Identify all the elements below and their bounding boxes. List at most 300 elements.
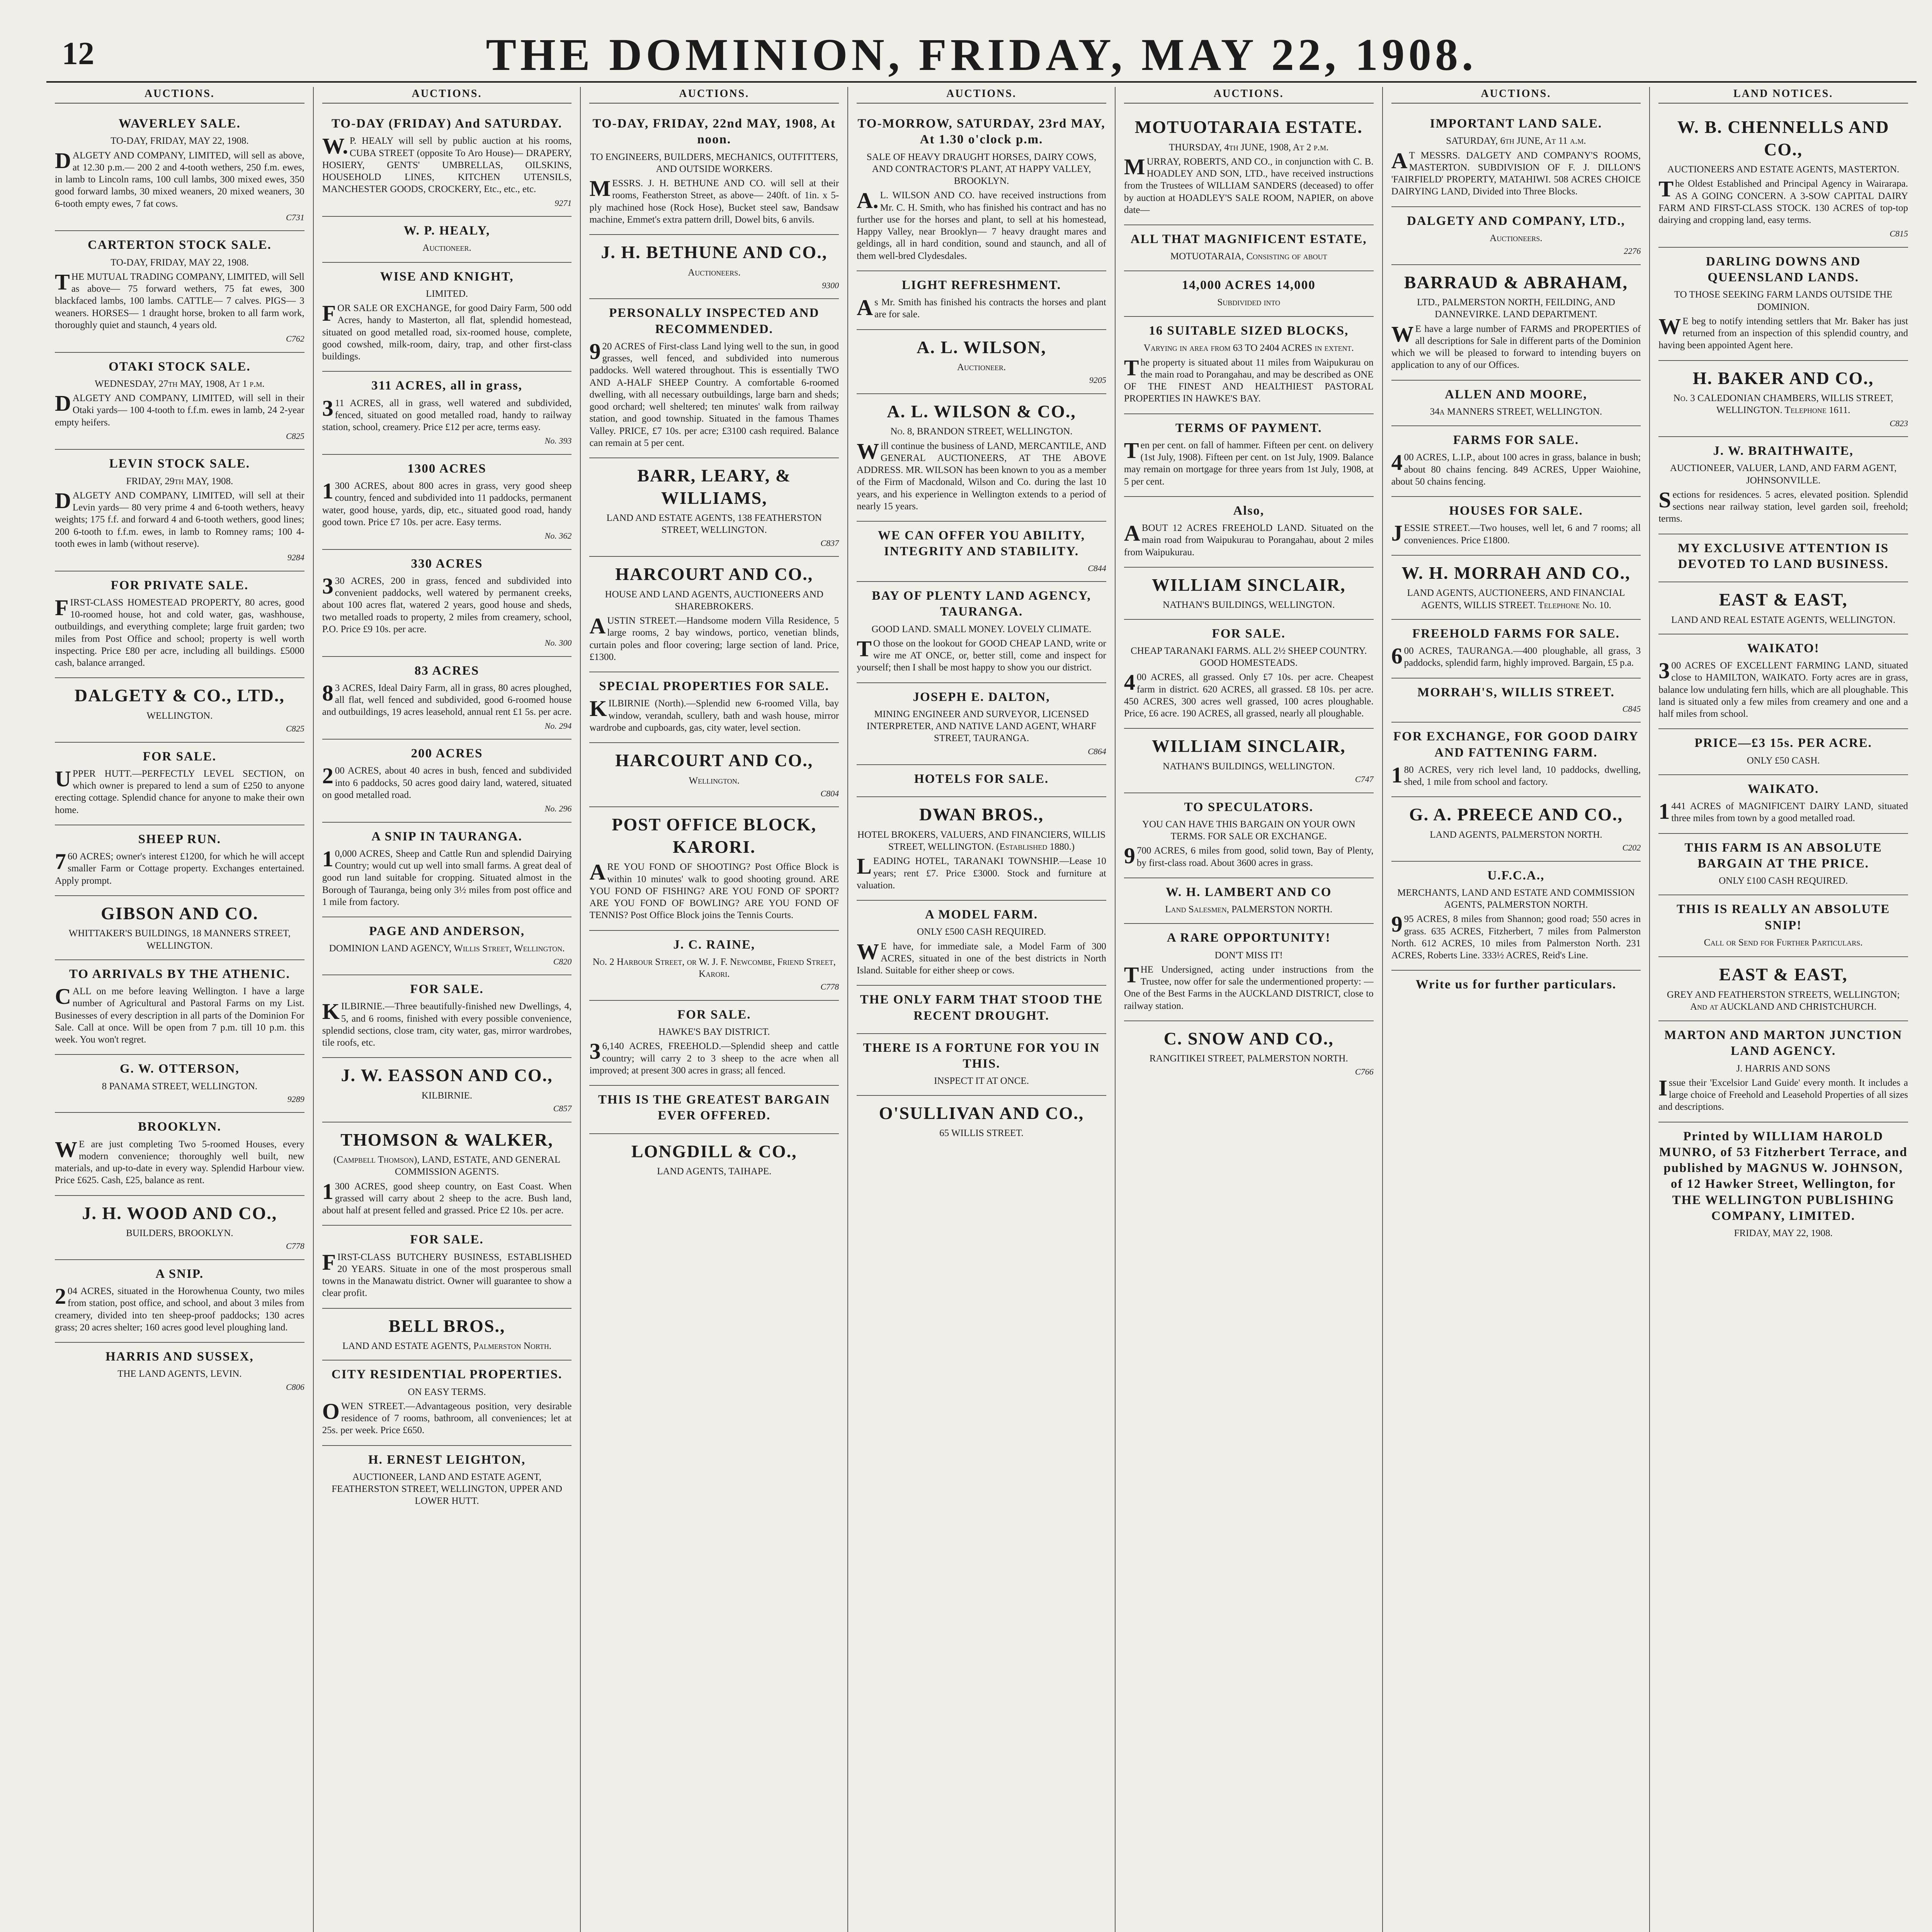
- advertisement: [55, 825, 304, 896]
- ad-reference: C778: [286, 1241, 304, 1251]
- ad-heading: EAST & EAST,: [1719, 964, 1848, 984]
- ad-reference: C825: [286, 724, 304, 733]
- advertisement: [1658, 895, 1908, 957]
- column-section-head: AUCTIONS.: [589, 87, 839, 104]
- ad-body: 920 ACRES of First-class Land lying well to the sun, in good grasses, well fenced, and subdivided into numerous paddocks. Well watered throughout. This is essentially TWO AND A-HALF SHEEP Country. A comfortable 6-roomed dwelling, with all necessary outbuildings, large barn and sheds; good orchard; well sheltered; ten minutes' walk from railway station, and good township. Situated in the famous Thames Valley. PRICE, £7 10s. per acre; £3100 cash required. Balance can remain at 5 per cent.: [589, 338, 839, 448]
- ad-subheading: BUILDERS, BROOKLYN.: [126, 1228, 233, 1238]
- ad-subheading: FRIDAY, 29th MAY, 1908.: [126, 476, 233, 486]
- ad-body: The property is situated about 11 miles from Waipukurau on the main road to Porangahau, and may be described as ONE OF THE FINEST AND HEALTHIEST PASTORAL PROPERTIES IN HAWKE'S BAY.: [1124, 355, 1374, 404]
- advertisement: [1658, 957, 1908, 1021]
- ad-heading: W. H. LAMBERT AND CO: [1166, 885, 1332, 899]
- ad-subheading: 65 WILLIS STREET.: [939, 1128, 1024, 1138]
- ad-heading: ALL THAT MAGNIFICENT ESTATE,: [1130, 232, 1367, 246]
- ad-body: 300 ACRES OF EXCELLENT FARMING LAND, situated close to HAMILTON, WAIKATO. Forty acres are in grass, balance low undulating fern hills, which are all ploughable. This land is situated only a few miles from creamery and one and a half miles from school.: [1658, 658, 1908, 719]
- ad-heading: Printed by WILLIAM HAROLD MUNRO, of 53 Fitzherbert Terrace, and published by MAGNUS W. JOHNSON, of 12 Hawker Street, Wellington, for THE WELLINGTON PUBLISHING COMPANY, LIMITED.: [1659, 1129, 1908, 1223]
- ad-body: 400 ACRES, all grassed. Only £7 10s. per acre. Cheapest farm in district. 620 ACRES, all grassed. £8 10s. per acre. 450 ACRES, 300 acres well grassed, 100 acres ploughable. Price, £6 acre. 190 ACRES, all grassed, nearly all ploughable.: [1124, 670, 1374, 719]
- ad-heading: THE ONLY FARM THAT STOOD THE RECENT DROUGHT.: [860, 993, 1103, 1023]
- ad-subheading: LTD., PALMERSTON NORTH, FEILDING, AND DANNEVIRKE. LAND DEPARTMENT.: [1417, 297, 1615, 320]
- advertisement: [1124, 271, 1374, 317]
- ad-heading: DALGETY AND COMPANY, LTD.,: [1407, 214, 1625, 228]
- ad-body: 204 ACRES, situated in the Horowhenua County, two miles from station, post office, and school, and about 3 miles from creamery, divided into ten sheep-proof paddocks; 130 acres grass; 20 acres shelter; 160 acres good level ploughing land.: [55, 1284, 304, 1333]
- column-6: [1382, 87, 1650, 1932]
- advertisement: [322, 975, 572, 1058]
- ad-reference: C837: [820, 538, 839, 548]
- column-7: [1649, 87, 1917, 1932]
- ad-reference: C202: [1622, 843, 1641, 852]
- ad-heading: CITY RESIDENTIAL PROPERTIES.: [331, 1367, 563, 1382]
- ad-heading: FOR PRIVATE SALE.: [111, 578, 249, 592]
- ad-heading: FOR SALE.: [677, 1007, 751, 1022]
- ad-heading: PERSONALLY INSPECTED AND RECOMMENDED.: [609, 306, 820, 336]
- ad-reference: C825: [286, 431, 304, 441]
- ad-body: UPPER HUTT.—PERFECTLY LEVEL SECTION, on which owner is prepared to lend a sum of £250 to anyone erecting cottage. Splendid chance for anyone to make their own home.: [55, 766, 304, 815]
- ad-heading: TO-DAY, FRIDAY, 22nd MAY, 1908, At noon.: [592, 117, 836, 147]
- ad-reference: 9300: [822, 280, 839, 290]
- ad-subheading: WHITTAKER'S BUILDINGS, 18 MANNERS STREET, WELLINGTON.: [68, 928, 291, 951]
- advertisement: [322, 823, 572, 918]
- advertisement: [55, 231, 304, 352]
- advertisement: [589, 235, 839, 299]
- ad-subheading: WELLINGTON.: [146, 710, 213, 721]
- ad-subheading: THE LAND AGENTS, LEVIN.: [117, 1369, 242, 1379]
- ad-heading: OTAKI STOCK SALE.: [109, 359, 251, 374]
- ad-subheading: 34a MANNERS STREET, WELLINGTON.: [1430, 406, 1602, 417]
- ad-heading: 83 ACRES: [414, 663, 480, 678]
- ad-heading: WILLIAM SINCLAIR,: [1151, 575, 1346, 595]
- ad-heading: A RARE OPPORTUNITY!: [1167, 931, 1331, 945]
- advertisement: [1391, 426, 1641, 497]
- ad-subheading: CHEAP TARANAKI FARMS. ALL 2½ SHEEP COUNTRY. GOOD HOMESTEADS.: [1131, 645, 1367, 668]
- ad-heading: Also,: [1233, 503, 1265, 518]
- ad-subheading: Auctioneer.: [422, 243, 471, 253]
- ad-subheading: HOTEL BROKERS, VALUERS, AND FINANCIERS, WILLIS STREET, WELLINGTON. (Established 1880.): [857, 829, 1106, 852]
- ad-heading: TERMS OF PAYMENT.: [1175, 421, 1322, 435]
- advertisement: [55, 1260, 304, 1343]
- ad-body: 311 ACRES, all in grass, well watered and subdivided, fenced, situated on good metalled road, handy to railway station, school, creamery. Price £12 per acre, terms easy.: [322, 395, 572, 432]
- ad-heading: FOR SALE.: [410, 1233, 484, 1247]
- ad-subheading: Wellington.: [689, 775, 740, 786]
- ad-heading: THIS FARM IS AN ABSOLUTE BARGAIN AT THE PRICE.: [1684, 840, 1882, 871]
- ad-heading: MARTON AND MARTON JUNCTION LAND AGENCY.: [1664, 1028, 1903, 1058]
- ad-heading: DALGETY & CO., LTD.,: [74, 685, 285, 706]
- advertisement: [322, 740, 572, 823]
- ad-subheading: LAND AGENTS, TAIHAPE.: [657, 1166, 772, 1177]
- advertisement: [1124, 568, 1374, 620]
- advertisement: [1391, 862, 1641, 971]
- ad-subheading: ONLY £50 CASH.: [1747, 755, 1820, 766]
- ad-heading: THIS IS THE GREATEST BARGAIN EVER OFFERED.: [598, 1093, 830, 1123]
- advertisement: [589, 672, 839, 743]
- advertisement: [322, 1309, 572, 1361]
- advertisement: [1391, 679, 1641, 723]
- ad-reference: C806: [286, 1382, 304, 1392]
- ad-reference: C823: [1889, 418, 1908, 428]
- advertisement: [857, 1096, 1106, 1147]
- ad-heading: WE CAN OFFER YOU ABILITY, INTEGRITY AND STABILITY.: [878, 529, 1085, 559]
- ad-subheading: HOUSE AND LAND AGENTS, AUCTIONEERS AND SHAREBROKERS.: [605, 589, 823, 612]
- ad-reference: No. 294: [544, 721, 572, 731]
- ad-reference: No. 362: [544, 531, 572, 541]
- advertisement: [857, 522, 1106, 582]
- ad-body: Sections for residences. 5 acres, elevated position. Splendid sections near railway station, level garden soil, freehold; terms.: [1658, 487, 1908, 524]
- advertisement: [1124, 620, 1374, 729]
- ad-subheading: NATHAN'S BUILDINGS, WELLINGTON.: [1163, 600, 1335, 611]
- ad-reference: 9205: [1089, 375, 1106, 385]
- ad-heading: FARMS FOR SALE.: [1453, 433, 1579, 447]
- advertisement: [1124, 110, 1374, 225]
- ad-heading: W. H. MORRAH AND CO.,: [1401, 563, 1631, 583]
- ad-body: ARE YOU FOND OF SHOOTING? Post Office Block is within 10 minutes' walk to good shooting ground. ARE YOU FOND OF FISHING? ARE YOU FOND OF SPORT? ARE YOU FOND OF BOWLING? ARE YOU FOND OF TENNIS? Post Office Block joins the Tennis Courts.: [589, 859, 839, 921]
- ad-subheading: LAND AGENTS, AUCTIONEERS, AND FINANCIAL AGENTS, WILLIS STREET. Telephone No. 10.: [1407, 588, 1625, 611]
- column-section-head: AUCTIONS.: [857, 87, 1106, 104]
- column-3: [580, 87, 847, 1932]
- ad-subheading: TO-DAY, FRIDAY, MAY 22, 1908.: [111, 257, 249, 268]
- ad-body: 10,000 ACRES, Sheep and Cattle Run and splendid Dairying Country; would cut up well into small farms. A great deal of good run land suitable for cropping. Situated almost in the Borough of Tauranga, being only 3½ miles from post office and 1 mile from factory.: [322, 846, 572, 907]
- ad-heading: MY EXCLUSIVE ATTENTION IS DEVOTED TO LAND BUSINESS.: [1678, 541, 1889, 571]
- advertisement: [857, 330, 1106, 394]
- ad-heading: WILLIAM SINCLAIR,: [1151, 736, 1346, 756]
- ad-heading: U.F.C.A.,: [1487, 868, 1545, 883]
- column-5: [1115, 87, 1382, 1932]
- advertisement: [1658, 110, 1908, 248]
- ad-body: 995 ACRES, 8 miles from Shannon; good road; 550 acres in grass. 635 ACRES, Fitzherbert, 7 miles from Palmerston North. 612 ACRES, 10 miles from Palmerston North. 231 ACRES, Roberts Line. 333½ ACRES, Reid's Line.: [1391, 912, 1641, 961]
- ad-heading: FOR SALE.: [410, 982, 484, 996]
- ad-body: WE have a large number of FARMS and PROPERTIES of all descriptions for Sale in different parts of the Dominion which we will be pleased to forward to intending buyers on application to any of our Offices.: [1391, 321, 1641, 371]
- advertisement: [1124, 924, 1374, 1021]
- ad-heading: THIS IS REALLY AN ABSOLUTE SNIP!: [1677, 902, 1890, 932]
- ad-body: FIRST-CLASS HOMESTEAD PROPERTY, 80 acres, good 10-roomed house, hot and cold water, gas, washhouse, outbuildings, and everything complete; large fruit garden; two miles from Post Office and school; property is well worth inspecting. Price £80 per acre, including all buildings. £5000 cash, balance arranged.: [55, 595, 304, 668]
- ad-subheading: 8 PANAMA STREET, WELLINGTON.: [102, 1081, 258, 1092]
- ad-heading: BARR, LEARY, & WILLIAMS,: [637, 466, 791, 508]
- ad-subheading: GREY AND FEATHERSTON STREETS, WELLINGTON; And at AUCKLAND AND CHRISTCHURCH.: [1667, 989, 1900, 1012]
- advertisement: [322, 110, 572, 217]
- advertisement: [55, 353, 304, 450]
- ad-heading: J. W. BRAITHWAITE,: [1713, 444, 1854, 458]
- ad-subheading: ON EASY TERMS.: [408, 1386, 486, 1397]
- ad-heading: A SNIP.: [155, 1267, 204, 1281]
- ad-heading: FOR SALE.: [143, 749, 217, 764]
- column-section-head: AUCTIONS.: [1124, 87, 1374, 104]
- ad-body: MURRAY, ROBERTS, AND CO., in conjunction with C. B. HOADLEY AND SON, LTD., have received instructions from the Trustees of WILLIAM SANDERS (deceased) to offer by auction at HOADLEY'S SALE ROOM, NAPIER, on above date—: [1124, 154, 1374, 215]
- ad-reference: C864: [1088, 746, 1106, 756]
- ad-reference: 2276: [1624, 246, 1641, 256]
- ad-heading: HARCOURT AND CO.,: [615, 750, 813, 770]
- ad-body: 400 ACRES, L.I.P., about 100 acres in grass, balance in bush; about 80 chains fencing. 849 ACRES, Upper Waiohine, about 50 chains fencing.: [1391, 450, 1641, 487]
- advertisement: [55, 571, 304, 679]
- ad-body: THE MUTUAL TRADING COMPANY, LIMITED, will Sell as above— 75 forward wethers, 75 fat ewes, 300 blackfaced lambs, 100 lambs. CATTLE— 7 calves. PIGS— 3 weaners. HORSES— 1 draught horse, broken to all farm work, thoroughly quiet and staunch, 4 years old.: [55, 269, 304, 330]
- advertisement: [1658, 248, 1908, 361]
- advertisement: [1658, 775, 1908, 834]
- ad-heading: J. H. WOOD AND CO.,: [82, 1203, 277, 1223]
- ad-heading: A SNIP IN TAURANGA.: [371, 829, 522, 844]
- ad-subheading: GOOD LAND. SMALL MONEY. LOVELY CLIMATE.: [871, 624, 1092, 634]
- ad-subheading: SALE OF HEAVY DRAUGHT HORSES, DAIRY COWS, AND CONTRACTOR'S PLANT, AT HAPPY VALLEY, BROOKLYN.: [866, 151, 1097, 186]
- ad-heading: WAIKATO.: [1747, 782, 1819, 796]
- advertisement: [1391, 265, 1641, 381]
- ad-subheading: LAND AGENTS, PALMERSTON NORTH.: [1430, 829, 1602, 840]
- advertisement: [1658, 361, 1908, 437]
- advertisement: [1658, 534, 1908, 583]
- advertisement: [589, 110, 839, 235]
- advertisement: [55, 450, 304, 571]
- ad-reference: C804: [820, 788, 839, 798]
- ad-heading: FOR SALE.: [1212, 626, 1286, 641]
- advertisement: [857, 765, 1106, 797]
- ad-heading: WAVERLEY SALE.: [118, 117, 241, 131]
- advertisement: [589, 1134, 839, 1185]
- ad-subheading: MOTUOTARAIA, Consisting of about: [1170, 251, 1327, 262]
- advertisement: [1391, 723, 1641, 797]
- ad-reference: No. 296: [544, 804, 572, 813]
- ad-body: 1441 ACRES of MAGNIFICENT DAIRY LAND, situated three miles from town by a good metalled road.: [1658, 799, 1908, 824]
- ad-body: As Mr. Smith has finished his contracts the horses and plant are for sale.: [857, 295, 1106, 320]
- ad-heading: W. B. CHENNELLS AND CO.,: [1677, 117, 1889, 159]
- ad-heading: HARRIS AND SUSSEX,: [105, 1350, 254, 1364]
- ad-body: OWEN STREET.—Advantageous position, very desirable residence of 7 rooms, bathroom, all conveniences; let at 25s. per week. Price £650.: [322, 1398, 572, 1436]
- advertisement: [1658, 1122, 1908, 1247]
- advertisement: [857, 110, 1106, 271]
- ad-reference: No. 300: [544, 638, 572, 648]
- advertisement: [589, 458, 839, 557]
- ad-heading: JOSEPH E. DALTON,: [913, 690, 1050, 704]
- advertisement: [1658, 582, 1908, 634]
- ad-heading: WAIKATO!: [1747, 641, 1820, 655]
- ad-body: DALGETY AND COMPANY, LIMITED, will sell at their Levin yards— 80 very prime 4 and 6-tooth wethers, heavy weights; 175 f.f. and forward 4 and 6-tooth wethers, good lines; 200 6-tooth to f.f.m. ewes, in lamb to Romney rams; 100 4-tooth ewes in lamb (without reserve).: [55, 488, 304, 549]
- ad-subheading: YOU CAN HAVE THIS BARGAIN ON YOUR OWN TERMS. FOR SALE OR EXCHANGE.: [1142, 819, 1355, 842]
- ad-body: WE have, for immediate sale, a Model Farm of 300 ACRES, situated in one of the best districts in North Island. Suitable for either sheep or cows.: [857, 939, 1106, 976]
- ad-reference: C747: [1355, 774, 1374, 784]
- ad-body: 9700 ACRES, 6 miles from good, solid town, Bay of Plenty, by first-class road. About 3600 acres in grass.: [1124, 843, 1374, 869]
- ad-body: Will continue the business of LAND, MERCANTILE, AND GENERAL AUCTIONEERS, AT THE ABOVE ADDRESS. MR. WILSON has been known to you as a member of the Firm of Macdonald, Wilson and Co. during the last 10 years, and his experience in Wellington extends to a period of nearly 15 years.: [857, 438, 1106, 512]
- advertisement: [1658, 1021, 1908, 1122]
- ad-heading: THOMSON & WALKER,: [340, 1129, 553, 1150]
- ad-heading: DARLING DOWNS AND QUEENSLAND LANDS.: [1706, 254, 1861, 284]
- advertisement: [857, 582, 1106, 683]
- ad-reference: 9271: [554, 198, 572, 208]
- ad-heading: 1300 ACRES: [407, 461, 486, 476]
- ad-body: 330 ACRES, 200 in grass, fenced and subdivided into convenient paddocks, well watered by permanent creeks, about 100 acres flat, watered 2 years, good house and sheds, two metalled roads to property, 2 miles from creamery, school, P.O. Price £9 10s. per acre.: [322, 573, 572, 634]
- ad-heading: Write us for further particulars.: [1415, 978, 1617, 992]
- ad-heading: 311 ACRES, all in grass,: [371, 379, 523, 393]
- ad-heading: FREEHOLD FARMS FOR SALE.: [1412, 626, 1620, 641]
- ad-heading: PRICE—£3 15s. PER ACRE.: [1694, 736, 1872, 750]
- ad-heading: C. SNOW AND CO.,: [1163, 1028, 1334, 1048]
- advertisement: [1391, 110, 1641, 207]
- ad-subheading: No. 3 CALEDONIAN CHAMBERS, WILLIS STREET, WELLINGTON. Telephone 1611.: [1673, 393, 1893, 416]
- ad-subheading: KILBIRNIE.: [421, 1090, 473, 1101]
- ad-heading: EAST & EAST,: [1719, 590, 1848, 609]
- ad-subheading: TO THOSE SEEKING FARM LANDS OUTSIDE THE DOMINION.: [1674, 289, 1893, 312]
- ad-subheading: ONLY £500 CASH REQUIRED.: [917, 927, 1046, 937]
- ad-subheading: Auctioneers.: [1490, 233, 1543, 243]
- ad-reference: C778: [820, 982, 839, 992]
- ad-heading: FOR EXCHANGE, FOR GOOD DAIRY AND FATTENING FARM.: [1393, 730, 1639, 760]
- ad-heading: J. C. RAINE,: [673, 937, 755, 952]
- advertisement: [589, 1001, 839, 1086]
- column-1: [46, 87, 313, 1932]
- advertisement: [55, 1113, 304, 1196]
- ad-subheading: J. HARRIS AND SONS: [1736, 1063, 1830, 1074]
- ad-subheading: THURSDAY, 4th JUNE, 1908, At 2 p.m.: [1169, 142, 1329, 153]
- ad-heading: TO-DAY (FRIDAY) And SATURDAY.: [332, 117, 563, 131]
- ad-body: CALL on me before leaving Wellington. I have a large number of Agricultural and Pastoral Farms on my List. Businesses of every description in all parts of the Dominion For Sale. Call at once. Will be open from 7 p.m. till 10 p.m. this week. You won't regret.: [55, 984, 304, 1045]
- advertisement: [322, 917, 572, 975]
- ad-heading: LONGDILL & CO.,: [631, 1141, 797, 1161]
- ad-body: TO those on the lookout for GOOD CHEAP LAND, write or wire me AT ONCE, or, better still, come and inspect for yourself; then I shall be most happy to show you our district.: [857, 636, 1106, 673]
- ad-subheading: TO-DAY, FRIDAY, MAY 22, 1908.: [111, 136, 249, 146]
- advertisement: [1391, 207, 1641, 265]
- ad-reference: C857: [553, 1104, 572, 1113]
- advertisement: [1391, 497, 1641, 556]
- advertisement: [1391, 797, 1641, 861]
- ad-heading: MOTUOTARAIA ESTATE.: [1134, 117, 1363, 137]
- ad-subheading: AUCTIONEER, VALUER, LAND, AND FARM AGENT, JOHNSONVILLE.: [1670, 463, 1897, 486]
- ad-heading: 16 SUITABLE SIZED BLOCKS,: [1149, 324, 1349, 338]
- ad-heading: ALLEN AND MOORE,: [1445, 387, 1587, 401]
- ad-heading: POST OFFICE BLOCK, KARORI.: [612, 815, 817, 857]
- advertisement: [55, 110, 304, 231]
- advertisement: [1124, 414, 1374, 497]
- advertisement: [857, 901, 1106, 986]
- ad-body: LEADING HOTEL, TARANAKI TOWNSHIP.—Lease 10 years; rent £7. Price £3000. Stock and furniture at valuation.: [857, 854, 1106, 891]
- ad-heading: 200 ACRES: [411, 747, 483, 760]
- advertisement: [857, 271, 1106, 330]
- ad-body: Issue their 'Excelsior Land Guide' every month. It includes a large choice of Freehold and Leasehold Properties of all sizes and descriptions.: [1658, 1075, 1908, 1112]
- ad-body: WE beg to notify intending settlers that Mr. Baker has just returned from an inspection of this splendid country, and having been appointed Agent here.: [1658, 313, 1908, 351]
- ad-subheading: AUCTIONEER, LAND AND ESTATE AGENT, FEATHERSTON STREET, WELLINGTON, UPPER AND LOWER HUTT.: [332, 1471, 562, 1507]
- advertisement: [589, 557, 839, 672]
- ad-subheading: Auctioneer.: [957, 362, 1006, 372]
- ad-heading: BELL BROS.,: [388, 1316, 505, 1336]
- ad-subheading: LIMITED.: [426, 288, 468, 299]
- ad-subheading: Call or Send for Further Particulars.: [1704, 937, 1863, 948]
- ad-heading: PAGE AND ANDERSON,: [369, 924, 525, 938]
- ad-subheading: FRIDAY, MAY 22, 1908.: [1734, 1228, 1833, 1238]
- advertisement: [55, 1343, 304, 1400]
- columns-area: [46, 87, 1917, 1932]
- ad-subheading: LAND AND REAL ESTATE AGENTS, WELLINGTON.: [1671, 614, 1896, 625]
- ad-body: FIRST-CLASS BUTCHERY BUSINESS, ESTABLISHED 20 YEARS. Situate in one of the most prosperous small towns in the Manawatu district. Owner will guarantee to show a clear profit.: [322, 1249, 572, 1299]
- ad-heading: CARTERTON STOCK SALE.: [87, 238, 272, 252]
- ad-subheading: RANGITIKEI STREET, PALMERSTON NORTH.: [1149, 1053, 1348, 1064]
- ad-subheading: Auctioneers.: [688, 267, 741, 278]
- ad-heading: H. BAKER AND CO.,: [1692, 368, 1874, 388]
- advertisement: [55, 678, 304, 742]
- advertisement: [322, 263, 572, 372]
- advertisement: [857, 1034, 1106, 1096]
- ad-heading: G. W. OTTERSON,: [120, 1062, 240, 1076]
- ad-subheading: TO ENGINEERS, BUILDERS, MECHANICS, OUTFITTERS, AND OUTSIDE WORKERS.: [590, 151, 838, 174]
- ad-subheading: Subdivided into: [1217, 297, 1281, 308]
- page-number: 12: [62, 36, 94, 71]
- advertisement: [589, 807, 839, 930]
- ad-reference: C815: [1889, 229, 1908, 239]
- ad-subheading: MERCHANTS, LAND AND ESTATE AND COMMISSION AGENTS, PALMERSTON NORTH.: [1397, 887, 1635, 910]
- ad-subheading: Land Salesmen, PALMERSTON NORTH.: [1165, 904, 1333, 915]
- advertisement: [55, 896, 304, 960]
- advertisement: [1658, 834, 1908, 896]
- ad-reference: C731: [286, 212, 304, 222]
- advertisement: [1124, 317, 1374, 414]
- ad-reference: C766: [1355, 1066, 1374, 1077]
- ad-reference: No. 393: [544, 436, 572, 446]
- ad-heading: IMPORTANT LAND SALE.: [1430, 117, 1602, 131]
- ad-body: A.L. WILSON AND CO. have received instructions from Mr. C. H. Smith, who has finished his contract and has no further use for the horses and plant, to sell at his homestead, Happy Valley, near Brooklyn— 7 heavy draught mares and geldings, all in hard condition, sound and staunch, and all of them well-bred Clydesdales.: [857, 188, 1106, 261]
- ad-subheading: MINING ENGINEER AND SURVEYOR, LICENSED INTERPRETER, AND NATIVE LAND AGENT, WHARF STREET, TAURANGA.: [866, 709, 1097, 744]
- advertisement: [589, 931, 839, 1001]
- ad-body: DALGETY AND COMPANY, LIMITED, will sell as above, at 12.30 p.m.— 200 2 and 4-tooth wethers, 250 f.m. ewes, in lamb to Lincoln rams, 100 cull lambs, 300 mixed ewes, 350 good forward lambs, 30 mixed weaners, 20 mixed weaners, 30 6-tooth empty ewes, 7 fat cows.: [55, 148, 304, 209]
- ad-heading: HARCOURT AND CO.,: [615, 564, 813, 584]
- ad-heading: 14,000 ACRES 14,000: [1182, 278, 1316, 292]
- ad-heading: J. H. BETHUNE AND CO.,: [601, 242, 828, 262]
- ad-subheading: Varying in area from 63 TO 2404 ACRES in extent.: [1143, 343, 1354, 354]
- advertisement: [1124, 878, 1374, 924]
- ad-body: 600 ACRES, TAURANGA.—400 ploughable, all grass, 3 paddocks, splendid farm, highly improved. Bargain, £5 p.a.: [1391, 643, 1641, 668]
- ad-heading: MORRAH'S, WILLIS STREET.: [1417, 685, 1615, 699]
- ad-reference: C845: [1622, 704, 1641, 714]
- ad-subheading: DON'T MISS IT!: [1214, 950, 1283, 961]
- advertisement: [589, 299, 839, 458]
- ad-heading: TO ARRIVALS BY THE ATHENIC.: [69, 967, 290, 981]
- ad-body: 36,140 ACRES, FREEHOLD.—Splendid sheep and cattle country; will carry 2 to 3 sheep to the acre when all improved; at present 300 acres in grass; all fenced.: [589, 1039, 839, 1076]
- advertisement: [1658, 437, 1908, 534]
- ad-heading: WISE AND KNIGHT,: [380, 269, 514, 284]
- ad-subheading: LAND AND ESTATE AGENTS, 138 FEATHERSTON STREET, WELLINGTON.: [606, 513, 822, 536]
- ad-heading: GIBSON AND CO.: [101, 903, 259, 923]
- ad-body: KILBIRNIE (North).—Splendid new 6-roomed Villa, bay window, verandah, scullery, bath and wash house, mirror wardrobe and cupboards, gas, city water, level section.: [589, 696, 839, 733]
- advertisement: [322, 1058, 572, 1122]
- ad-heading: BAY OF PLENTY LAND AGENCY, TAURANGA.: [872, 589, 1091, 619]
- ad-body: 180 ACRES, very rich level land, 10 paddocks, dwelling, shed, 1 mile from school and factory.: [1391, 762, 1641, 787]
- ad-subheading: WEDNESDAY, 27th MAY, 1908, At 1 p.m.: [95, 378, 265, 389]
- ad-subheading: INSPECT IT AT ONCE.: [934, 1076, 1029, 1087]
- column-section-head: AUCTIONS.: [55, 87, 304, 104]
- advertisement: [322, 1226, 572, 1308]
- ad-heading: A. L. WILSON & CO.,: [887, 401, 1076, 421]
- ad-reference: C844: [1088, 563, 1106, 573]
- ad-body: ABOUT 12 ACRES FREEHOLD LAND. Situated on the main road from Waipukurau to Porangahau, about 2 miles from Waipukurau.: [1124, 520, 1374, 558]
- advertisement: [1124, 225, 1374, 271]
- column-section-head: AUCTIONS.: [322, 87, 572, 104]
- ad-heading: BARRAUD & ABRAHAM,: [1404, 272, 1628, 292]
- advertisement: [589, 743, 839, 807]
- advertisement: [1391, 556, 1641, 620]
- ad-body: FOR SALE OR EXCHANGE, for good Dairy Farm, 500 odd Acres, handy to Masterton, all flat, splendid homestead, situated on good metalled road, six-roomed house, complete, good cowshed, milk-room, dairy, trap, and other first-class buildings.: [322, 301, 572, 362]
- ad-body: JESSIE STREET.—Two houses, well let, 6 and 7 rooms; all conveniences. Price £1800.: [1391, 520, 1641, 546]
- ad-reference: 9289: [287, 1094, 304, 1104]
- ad-body: 760 ACRES; owner's interest £1200, for which he will accept smaller Farm or Cottage property. Exchanges entertained. Apply prompt.: [55, 849, 304, 886]
- ad-subheading: LAND AND ESTATE AGENTS, Palmerston North.: [342, 1341, 552, 1351]
- advertisement: [55, 1196, 304, 1260]
- ad-body: The Oldest Established and Principal Agency in Wairarapa. AS A GOING CONCERN. A 3-SOW CAPITAL DAIRY FARM AND FIRST-CLASS STOCK. 130 ACRES of top-top dairying and cropping land, easy terms.: [1658, 176, 1908, 225]
- ad-subheading: No. 8, BRANDON STREET, WELLINGTON.: [890, 426, 1073, 437]
- ad-body: W.P. HEALY will sell by public auction at his rooms, CUBA STREET (opposite To Aro House)— DRAPERY, HOSIERY, GENTS' UMBRELLAS, OILSKINS, HOUSEHOLD LINES, KITCHEN UTENSILS, MANCHESTER GOODS, CROCKERY, Etc., etc., etc.: [322, 133, 572, 195]
- advertisement: [55, 743, 304, 825]
- advertisement: [857, 394, 1106, 522]
- column-4: [847, 87, 1115, 1932]
- ad-heading: A MODEL FARM.: [925, 908, 1038, 922]
- ad-body: 1300 ACRES, good sheep country, on East Coast. When grassed will carry about 2 sheep to the acre. Bush land, about half at present felled and grassed. Price £2 10s. per acre.: [322, 1179, 572, 1216]
- ad-heading: O'SULLIVAN AND CO.,: [879, 1103, 1084, 1123]
- advertisement: [857, 986, 1106, 1034]
- ad-body: 1300 ACRES, about 800 acres in grass, very good sheep country, fenced and subdivided into 11 paddocks, permanent water, good house, yards, dip, etc., situated good road, handy good town. Price £7 10s. per acre. Easy terms.: [322, 478, 572, 527]
- ad-heading: J. W. EASSON AND CO.,: [341, 1065, 553, 1085]
- advertisement: [1124, 1021, 1374, 1085]
- advertisement: [1124, 793, 1374, 878]
- ad-subheading: HAWKE'S BAY DISTRICT.: [658, 1027, 770, 1037]
- ad-heading: W. P. HEALY,: [403, 224, 490, 238]
- ad-reference: 9284: [287, 553, 304, 562]
